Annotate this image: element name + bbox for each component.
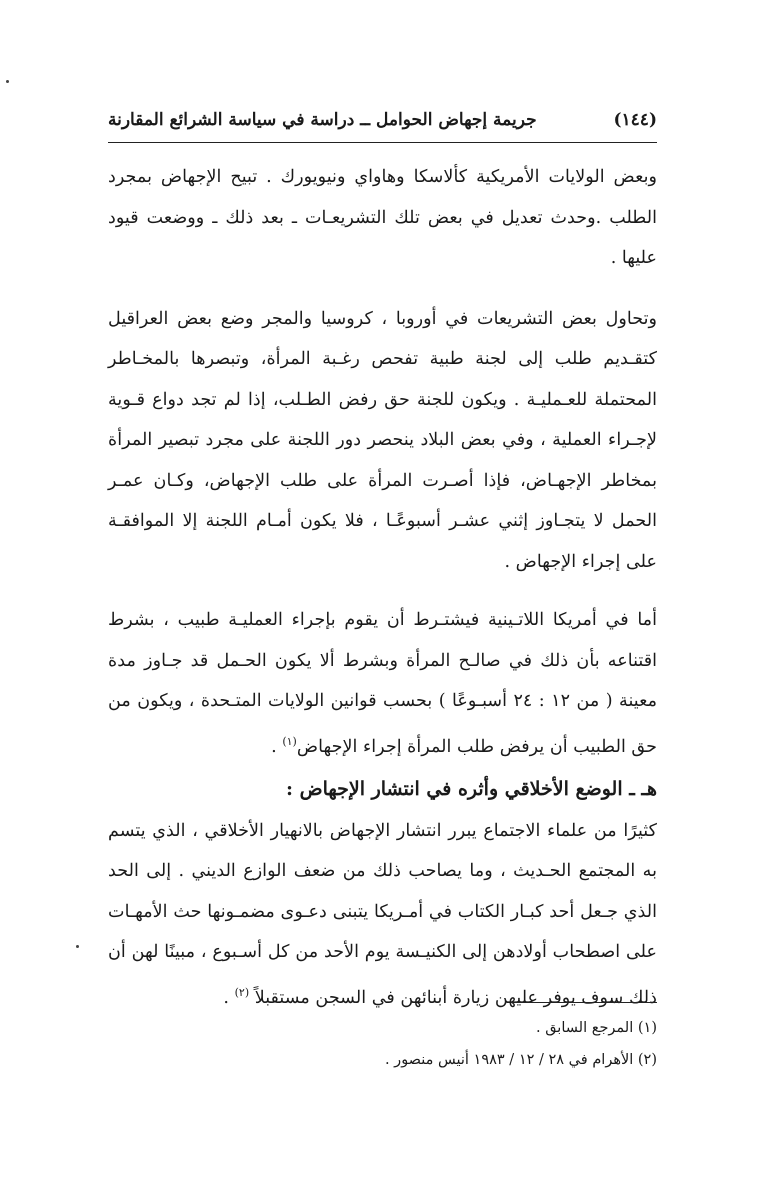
footnote-ref-2[interactable]: (٢) [234, 985, 250, 999]
paragraph-3 [108, 600, 657, 767]
running-title: جريمة إجهاض الحوامل ــ دراسة في سياسة الشرائع المقارنة [108, 110, 537, 130]
paragraph-3-text: أما في أمريكا اللاتـينية فيشتـرط أن يقوم بإجراء العمليـة طبيب ، بشرط اقتناعه بأن ذلك في صالـح المرأة وبشرط ألا يكون الحـمل قد جـاوز مدة معينة ( من ١٢ : ٢٤ أسبـوعًا ) بحسب قوانين الولايات المتـحدة ، ويكون من حق الطبيب أن يرفض طلب المرأة إجراء الإجهاض [108, 610, 658, 757]
header-rule [108, 142, 657, 143]
footnote-ref-1[interactable]: (١) [282, 734, 297, 748]
scan-speck [76, 945, 79, 948]
page-header [108, 110, 657, 136]
paragraph-4 [108, 811, 657, 1018]
footnote-2: (٢) الأهرام في ٢٨ / ١٢ / ١٩٨٣ أنيس منصور . [384, 1052, 657, 1068]
paragraph-4-text: كثيرًا من علماء الاجتماع يبرر انتشار الإجهاض بالانهيار الأخلاقي ، الذي يتسم به المجتمع الحـديث ، وما يصاحب ذلك من ضعف الوازع الديني . إلى الحد الذي جـعل أحد كبـار الكتاب في أمـريكا يتبنى دعـوى مضمـونها حث الأمهـات على اصطحاب أولادهن إلى الكنيـسة يوم الأحد من كل أسـبوع ، مبينًا لهن أن ذلك سوف يوفر عليهن زيارة أبنائهن في السجن مستقبلاً [108, 820, 657, 1008]
paragraph-4-end: . [223, 987, 235, 1008]
section-heading: هـ ـ الوضع الأخلاقي وأثره في انتشار الإجهاض : [285, 777, 657, 800]
page-number: (١٤٤) [613, 110, 657, 130]
scan-speck [6, 80, 9, 83]
paragraph-3-end: . [271, 736, 283, 757]
footnote-1: (١) المرجع السابق . [535, 1020, 657, 1036]
paragraph-2: وتحاول بعض التشريعات في أوروبا ، كروسيا والمجر وضع بعض العراقيل كتقـديم طلب إلى لجنة طبية تفحص رغـبة المرأة، وتبصرها بالمخـاطر المحتملة للعـمليـة . ويكون للجنة حق رفض الطـلب، إذا لم تجد دواع قـوية لإجـراء العملية ، وفي بعض البلاد ينحصر دور اللجنة على مجرد تبصير المرأة بمخاطر الإجهـاض، فإذا أصـرت المرأة على طلب الإجهاض، وكـان عمـر الحمل لا يتجـاوز إثني عشـر أسبوعًـا ، فلا يكون أمـام اللجنة إلا الموافقـة على إجراء الإجهاض . [108, 308, 657, 572]
body-text [108, 157, 657, 1018]
footnotes [108, 1012, 657, 1076]
footnote-rule [511, 1002, 657, 1003]
paragraph-1: وبعض الولايات الأمريكية كألاسكا وهاواي ونيويورك . تبيح الإجهاض بمجرد الطلب .وحدث تعديل في بعض تلك التشريعـات ـ بعد ذلك ـ ووضعت قيود عليها . [108, 167, 657, 268]
